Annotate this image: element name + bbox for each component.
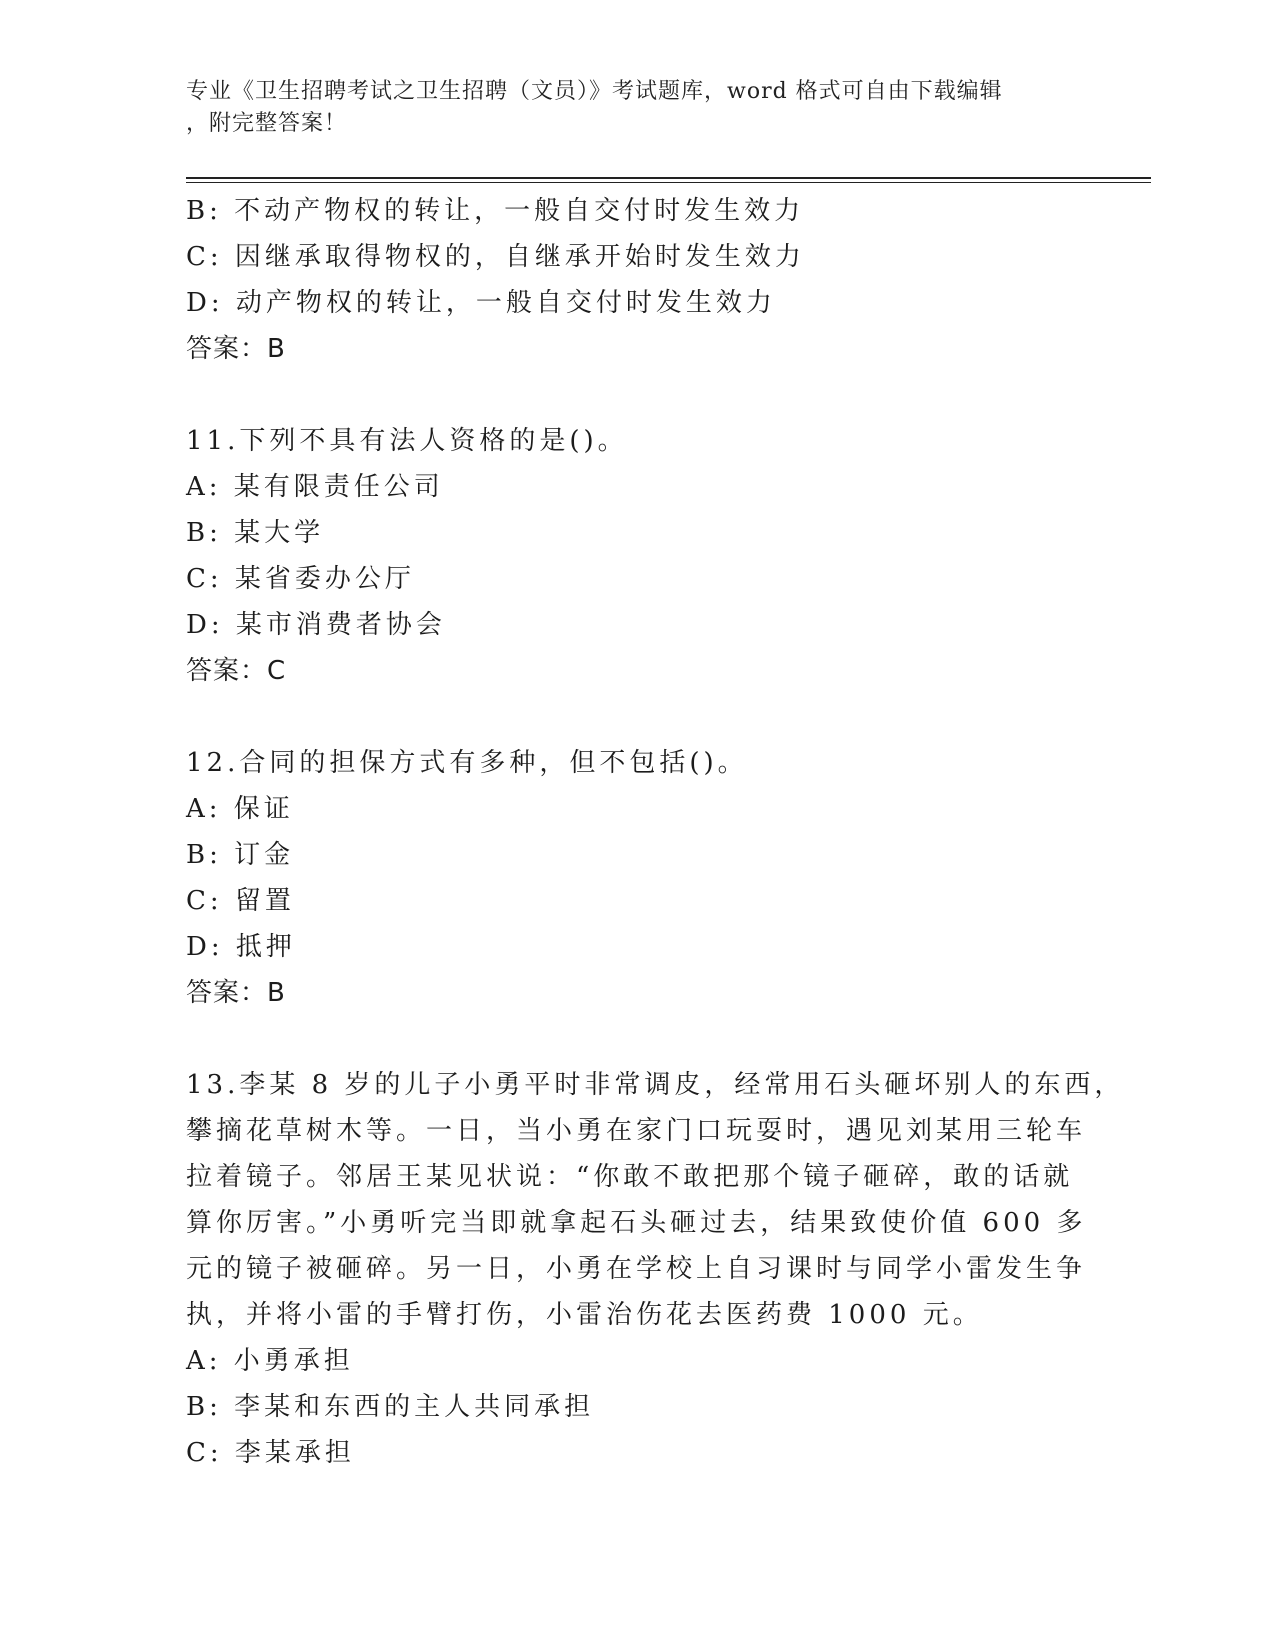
question-12 <box>186 740 1086 1016</box>
option-c: C: 某省委办公厅 <box>186 564 415 594</box>
option-a: A: 小勇承担 <box>186 1346 354 1376</box>
header-divider-thin <box>186 182 1151 183</box>
header-line-1: 专业《卫生招聘考试之卫生招聘（文员）》考试题库，word 格式可自由下载编辑 <box>186 79 1003 104</box>
option-c: C: 李某承担 <box>186 1438 355 1468</box>
question-content <box>186 188 1125 1476</box>
stem-line: 执，并将小雷的手臂打伤，小雷治伤花去医药费 1000 元。 <box>186 1300 983 1330</box>
option-a: A: 某有限责任公司 <box>186 472 444 502</box>
question-stem: 11.下列不具有法人资格的是()。 <box>186 426 628 456</box>
option-d: D: 某市消费者协会 <box>186 610 446 640</box>
header-divider-thick <box>186 177 1151 179</box>
option-b: B: 订金 <box>186 840 295 870</box>
question-stem: 12.合同的担保方式有多种，但不包括()。 <box>186 748 748 778</box>
answer-line: 答案：C <box>186 656 287 686</box>
option-b: B: 某大学 <box>186 518 325 548</box>
question-stem <box>186 1062 1125 1338</box>
stem-line: 算你厉害。”小勇听完当即就拿起石头砸过去，结果致使价值 600 多 <box>186 1208 1087 1238</box>
stem-line: 13.李某 8 岁的儿子小勇平时非常调皮，经常用石头砸坏别人的东西， <box>186 1070 1125 1100</box>
answer-line: 答案：B <box>186 978 286 1008</box>
question-11 <box>186 418 1086 694</box>
header-line-2: ，附完整答案！ <box>186 111 348 136</box>
option-c: C: 留置 <box>186 886 295 916</box>
option-c: C: 因继承取得物权的，自继承开始时发生效力 <box>186 242 805 272</box>
option-d: D: 抵押 <box>186 932 296 962</box>
stem-line: 拉着镜子。邻居王某见状说：“你敢不敢把那个镜子砸碎，敢的话就 <box>186 1162 1074 1192</box>
question-13 <box>186 1062 1125 1476</box>
document-header <box>186 76 1066 140</box>
answer-line: 答案：B <box>186 334 286 364</box>
stem-line: 元的镜子被砸碎。另一日，小勇在学校上自习课时与同学小雷发生争 <box>186 1254 1087 1284</box>
previous-question <box>186 188 1086 372</box>
option-a: A: 保证 <box>186 794 294 824</box>
option-b: B: 不动产物权的转让，一般自交付时发生效力 <box>186 196 805 226</box>
option-d: D: 动产物权的转让，一般自交付时发生效力 <box>186 288 776 318</box>
stem-line: 攀摘花草树木等。一日，当小勇在家门口玩耍时，遇见刘某用三轮车 <box>186 1116 1087 1146</box>
option-b: B: 李某和东西的主人共同承担 <box>186 1392 595 1422</box>
